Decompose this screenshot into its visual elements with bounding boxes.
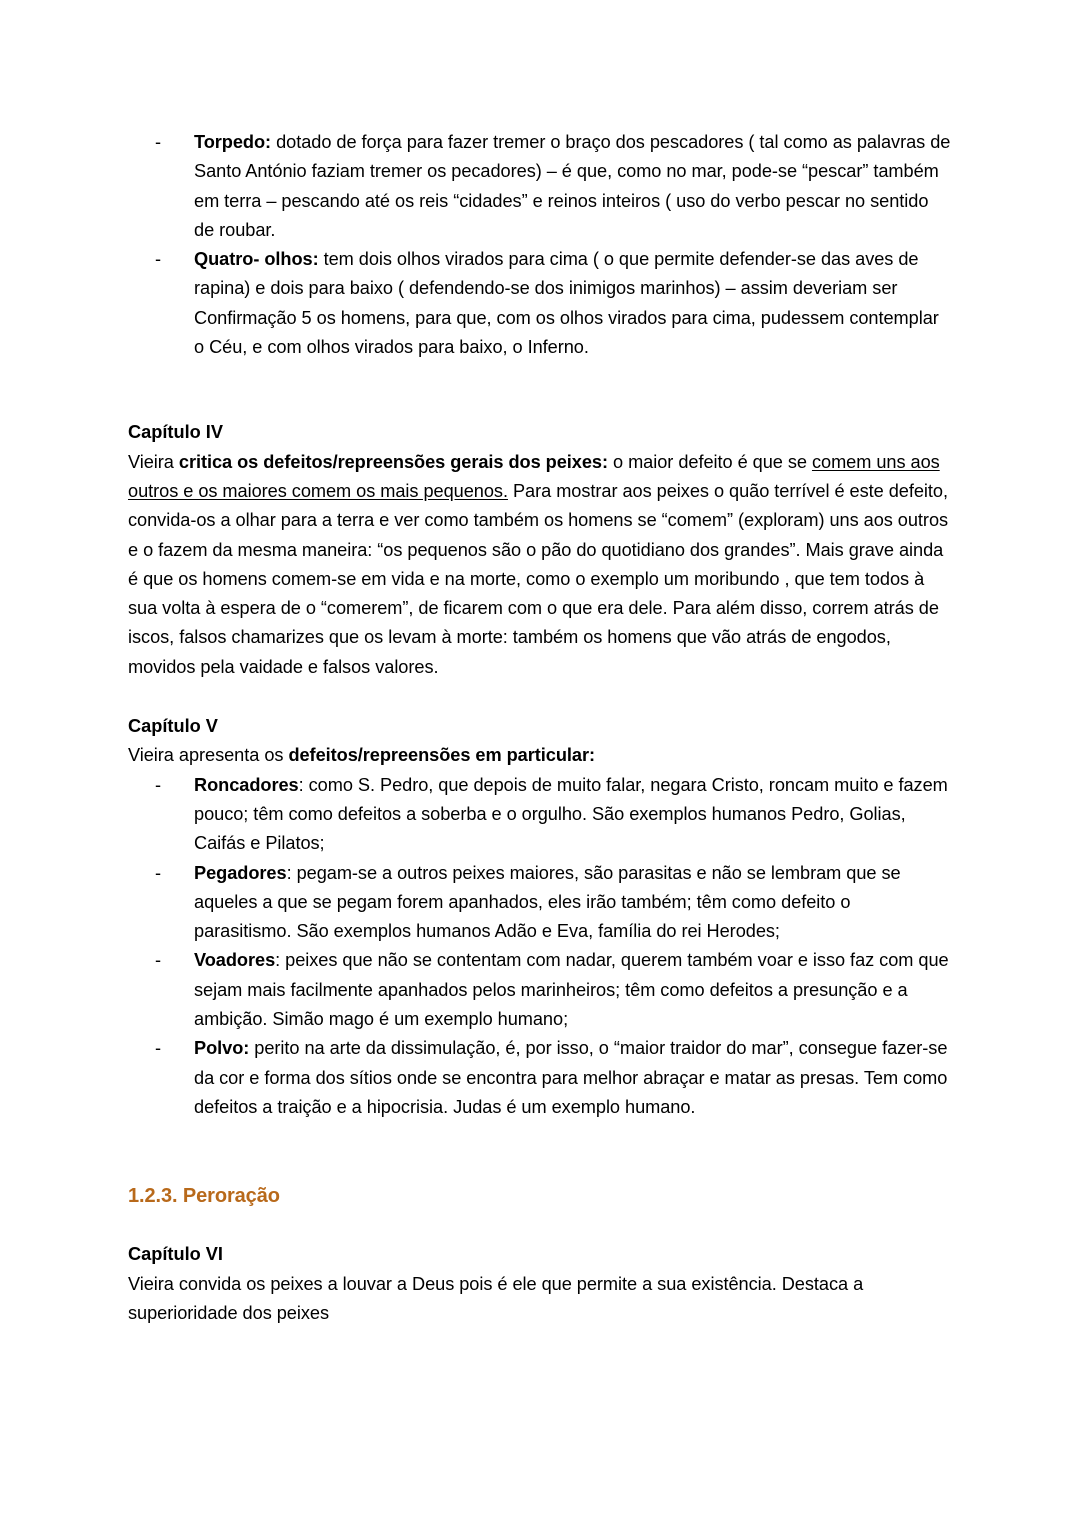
spacer (128, 1122, 952, 1182)
capitulo-iv-lead-bold: critica os defeitos/repreensões gerais dos peixes: (178, 451, 609, 472)
list-item-body: : pegam-se a outros peixes maiores, são parasitas e não se lembram que se aqueles a que se pegam forem apanhados, eles irão também; têm como defeito o parasitismo. São exemplos humanos Adão e Eva, família do rei Herodes; (194, 862, 901, 942)
list-item (128, 859, 952, 947)
dash-bullet-icon: - (155, 950, 162, 971)
list-item-term: Torpedo: (194, 132, 272, 152)
dash-bullet-icon: - (155, 774, 162, 795)
list-item-term: Quatro- olhos: (194, 249, 319, 270)
list-item-term: Voadores (194, 950, 276, 971)
section-heading-peroracao: 1.2.3. Peroração (128, 1185, 280, 1208)
document-body (128, 128, 952, 1328)
list-item-body: : como S. Pedro, que depois de muito falar, negara Cristo, roncam muito e fazem pouco; têm como defeitos a soberba e o orgulho. São exemplos humanos Pedro, Golias, Caifás e Pilatos; (194, 774, 948, 854)
list-item-term: Pegadores (194, 862, 287, 883)
list-item-body: perito na arte da dissimulação, é, por isso, o “maior traidor do mar”, consegue fazer-se da cor e forma dos sítios onde se encontra para melhor abraçar e matar as presas. Tem como defeitos a traição e a hipocrisia. Judas é um exemplo humano. (194, 1038, 948, 1117)
capitulo-iv-lead-plain: Vieira (128, 451, 179, 472)
capitulo-iv-heading: Capítulo IV (128, 422, 223, 443)
dash-bullet-icon: - (155, 249, 162, 270)
capitulo-vi-heading: Capítulo VI (128, 1244, 223, 1265)
capitulo-v-lead-bold: defeitos/repreensões em particular: (288, 745, 595, 766)
spacer (128, 1211, 952, 1240)
list-item-term: Polvo: (194, 1038, 250, 1059)
capitulo-v-lead (128, 741, 952, 770)
list-item-body: tem dois olhos virados para cima ( o que permite defender-se das aves de rapina) e dois para baixo ( defendendo-se dos inimigos marinhos) – assim deveriam ser Confirmação 5 os homens, para que, com os olhos virados para cima, pudessem contemplar o Céu, e com olhos virados para baixo, o Inferno. (194, 249, 939, 358)
capitulo-v-heading: Capítulo V (128, 716, 218, 737)
peixes-virtues-list (128, 128, 952, 362)
dash-bullet-icon: - (155, 132, 162, 152)
dash-bullet-icon: - (155, 1038, 162, 1059)
spacer (128, 362, 952, 418)
dash-bullet-icon: - (155, 862, 162, 883)
list-item (128, 771, 952, 859)
peixes-defeitos-list (128, 771, 952, 1123)
list-item-term: Roncadores (194, 774, 299, 795)
list-item (128, 245, 952, 362)
spacer (128, 682, 952, 712)
list-item-body: : peixes que não se contentam com nadar, querem também voar e isso faz com que sejam mais facilmente apanhados pelos marinheiros; têm como defeitos a presunção e a ambição. Simão mago é um exemplo humano; (194, 950, 949, 1030)
capitulo-iv-underlined-clause: comem uns aos outros e os maiores comem os mais pequenos. (128, 451, 940, 501)
list-item (128, 128, 952, 245)
capitulo-v-lead-plain: Vieira apresenta os (128, 745, 289, 766)
list-item-body: dotado de força para fazer tremer o braço dos pescadores ( tal como as palavras de Santo António faziam tremer os pecadores) – é que, como no mar, pode-se “pescar” também em terra – pescando até os reis “cidades” e reinos inteiros ( uso do verbo pescar no sentido de roubar. (194, 132, 951, 240)
list-item (128, 1034, 952, 1122)
list-item (128, 946, 952, 1034)
capitulo-iv-rest: Para mostrar aos peixes o quão terrível é este defeito, convida-os a olhar para a terra e ver como também os homens se “comem” (exploram) uns aos outros e o fazem da mesma maneira: “os pequenos são o pão do quotidiano dos grandes”. Mais grave ainda é que os homens comem-se em vida e na morte, como o exemplo um moribundo , que tem todos à sua volta à espera de o “comerem”, de ficarem com o que era dele. Para além disso, correm atrás de iscos, falsos chamarizes que os levam à morte: também os homens que vão atrás de engodos, movidos pela vaidade e falsos valores. (128, 480, 949, 677)
capitulo-iv-paragraph (128, 448, 952, 682)
capitulo-iv-lead-after: o maior defeito é que se (608, 451, 812, 472)
capitulo-vi-paragraph: Vieira convida os peixes a louvar a Deus pois é ele que permite a sua existência. Destaca a superioridade dos peixes (128, 1273, 864, 1323)
